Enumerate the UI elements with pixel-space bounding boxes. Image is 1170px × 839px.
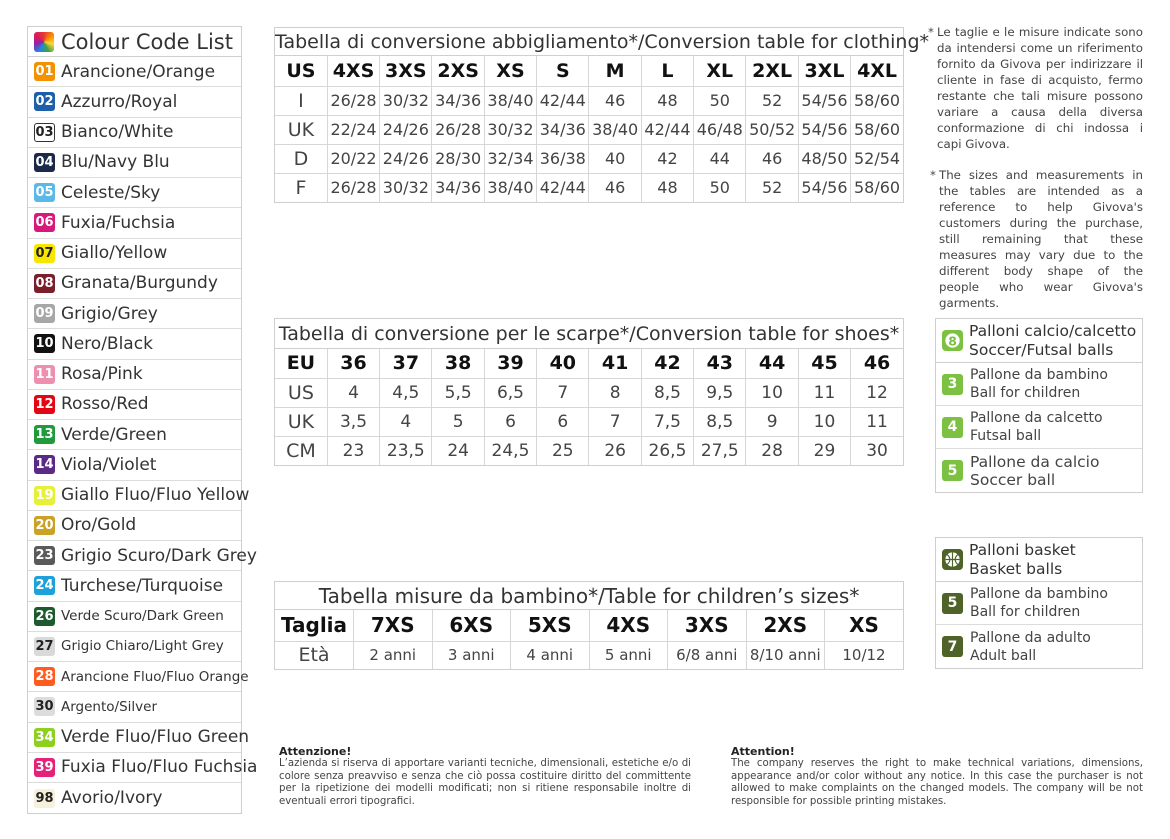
ball-name-en: Ball for children	[970, 604, 1081, 620]
colour-row	[28, 118, 241, 148]
basket-balls-title-en: Basket balls	[969, 559, 1063, 578]
colour-name: Nero/Black	[61, 333, 153, 354]
table-cell: 50	[694, 86, 746, 115]
table-cell: 52/54	[851, 144, 903, 173]
table-row	[275, 173, 903, 202]
shoes-conversion-table	[274, 318, 904, 466]
header-cell: 40	[537, 349, 589, 378]
note-italian-text: Le taglie e le misure indicate sono da intendersi come un riferimento fornito da Givova per indirizzare il cliente in fase di acquisto, fermo restante che tali misure possono variare a causa della diversa conformazione di chi indossa i capi Givova.	[937, 25, 1143, 151]
clothing-table-title: Tabella di conversione abbigliamento*/Conversion table for clothing*	[275, 28, 903, 56]
colour-code-badge: 28	[35, 669, 54, 685]
colour-name: Granata/Burgundy	[61, 273, 218, 294]
table-cell: 22/24	[327, 115, 379, 144]
clothing-table-grid	[275, 56, 903, 202]
header-cell: 36	[327, 349, 379, 378]
table-cell: 11	[851, 407, 903, 436]
colour-name: Fuxia/Fuchsia	[61, 212, 176, 233]
table-cell: 58/60	[854, 178, 901, 198]
header-cell: 42	[641, 349, 693, 378]
table-row	[275, 641, 903, 669]
table-cell: 36/38	[537, 144, 589, 173]
ball-size-badge: 5	[942, 460, 963, 481]
colour-code-badge: 34	[35, 729, 54, 745]
colour-wheel-icon	[34, 32, 54, 52]
ball-size-row	[936, 582, 1142, 625]
colour-row	[28, 57, 241, 87]
header-cell: US	[275, 56, 327, 86]
attention-body: L’azienda si riserva di apportare varianti tecniche, dimensionali, estetiche e/o di colore senza preavviso e senza che ciò possa costituire diritto del committente per la ripetizione dei modelli modificati; non si ritiene responsabile inoltre di eventuali errori tipografici.	[279, 758, 691, 807]
shoes-table-grid	[275, 349, 903, 465]
table-cell: 42	[641, 144, 693, 173]
table-cell: 30/32	[484, 115, 536, 144]
table-cell: UK	[275, 115, 327, 144]
table-cell: 4	[380, 407, 432, 436]
table-cell: CM	[275, 436, 327, 465]
header-cell: 3XS	[380, 56, 432, 86]
colour-row	[28, 541, 257, 571]
table-cell: 42/44	[537, 173, 589, 202]
colour-code-badge: 04	[35, 154, 54, 170]
header-cell: 39	[484, 349, 536, 378]
table-cell: 9	[746, 407, 798, 436]
table-cell: 34/36	[432, 86, 484, 115]
ball-size-badge: 3	[942, 374, 963, 395]
colour-name: Verde Scuro/Dark Green	[61, 608, 224, 625]
table-cell: 46/48	[694, 115, 746, 144]
table-cell: 4,5	[380, 378, 432, 407]
header-cell: Taglia	[275, 610, 354, 641]
colour-row	[28, 753, 258, 783]
table-cell: 46	[746, 144, 798, 173]
ball-size-row	[936, 449, 1142, 492]
table-cell: 30/32	[380, 86, 432, 115]
ball-name-en: Soccer ball	[970, 470, 1056, 489]
table-row	[275, 378, 903, 407]
table-cell: 48	[641, 86, 693, 115]
table-cell: 34/36	[432, 173, 484, 202]
ball-name-it: Pallone da bambino	[970, 586, 1108, 602]
table-cell: 5	[432, 407, 484, 436]
header-cell: 37	[380, 349, 432, 378]
ball-name-en: Adult ball	[970, 647, 1037, 664]
table-cell: 24	[432, 436, 484, 465]
header-cell: M	[589, 56, 641, 86]
header-cell: 43	[694, 349, 746, 378]
table-cell: 2 anni	[354, 641, 433, 669]
colour-code-badge: 03	[35, 124, 54, 140]
table-row	[275, 436, 903, 465]
attention-italian	[279, 745, 691, 808]
colour-code-badge: 11	[35, 366, 54, 382]
soccer-ball-icon	[942, 330, 963, 351]
colour-name: Grigio Chiaro/Light Grey	[61, 638, 224, 655]
header-cell: XS	[825, 610, 904, 641]
header-cell: 44	[746, 349, 798, 378]
children-table-grid	[275, 610, 903, 669]
table-cell: 24/26	[380, 115, 432, 144]
colour-row	[28, 723, 250, 753]
header-cell: 45	[798, 349, 850, 378]
table-cell: 27,5	[694, 436, 746, 465]
table-header-row	[275, 349, 903, 378]
table-cell: 6	[484, 407, 536, 436]
table-cell: 40	[589, 144, 641, 173]
colour-row	[28, 692, 241, 722]
colour-row	[28, 329, 241, 359]
table-cell: 23	[327, 436, 379, 465]
attention-title: Attenzione!	[279, 745, 352, 758]
table-cell: 7	[537, 378, 589, 407]
basket-balls-header	[936, 538, 1142, 582]
ball-name-it: Pallone da calcio	[970, 452, 1100, 471]
note-english-text: The sizes and measurements in the tables are intended as a reference to help Givova's customers during the purchase, still remaining that these measures may vary due to the different body shape of the people who wear Givova's garments.	[939, 168, 1143, 310]
header-cell: XS	[484, 56, 536, 86]
ball-name-it: Pallone da bambino	[970, 367, 1108, 383]
header-cell: 3XL	[798, 56, 850, 86]
table-row	[275, 407, 903, 436]
colour-name: Argento/Silver	[61, 698, 157, 715]
colour-code-badge: 23	[35, 548, 54, 564]
colour-row	[28, 208, 241, 238]
shoes-table-body	[275, 349, 903, 465]
table-row	[275, 86, 903, 115]
table-cell: 30/32	[380, 173, 432, 202]
ball-size-badge: 7	[942, 636, 963, 657]
attention-english	[731, 745, 1143, 808]
soccer-balls-box	[935, 318, 1143, 493]
children-table-body	[275, 610, 903, 669]
colour-name: Turchese/Turquoise	[61, 575, 224, 596]
colour-name: Oro/Gold	[61, 515, 137, 536]
ball-name-it: Pallone da adulto	[970, 629, 1091, 646]
colour-name: Giallo Fluo/Fluo Yellow	[61, 485, 250, 506]
header-cell: 7XS	[354, 610, 433, 641]
colour-name: Arancione Fluo/Fluo Orange	[61, 668, 249, 685]
header-cell: 2XL	[746, 56, 798, 86]
colour-name: Viola/Violet	[61, 454, 157, 475]
ball-name-en: Ball for children	[970, 385, 1081, 401]
table-cell: 26/28	[327, 86, 379, 115]
colour-row	[28, 602, 241, 632]
table-cell: 38/40	[484, 173, 536, 202]
colour-code-badge: 02	[35, 94, 54, 110]
table-cell: 50/52	[746, 115, 798, 144]
colour-name: Verde Fluo/Fluo Green	[61, 727, 250, 748]
colour-row	[28, 481, 250, 511]
colour-row	[28, 269, 241, 299]
colour-name: Fuxia Fluo/Fluo Fuchsia	[61, 757, 258, 778]
colour-code-badge: 24	[35, 578, 54, 594]
table-cell: 58/60	[851, 115, 903, 144]
table-row	[275, 144, 903, 173]
table-cell: 28/30	[432, 144, 484, 173]
table-cell: 26/28	[327, 173, 379, 202]
colour-code-badge: 08	[35, 275, 54, 291]
clothing-table-body	[275, 56, 903, 202]
table-cell: 52	[746, 173, 798, 202]
colour-code-badge: 20	[35, 517, 54, 533]
header-cell: 2XS	[432, 56, 484, 86]
table-cell: 23,5	[380, 436, 432, 465]
table-cell: 46	[589, 86, 641, 115]
ball-size-row	[936, 363, 1142, 406]
attention-body: The company reserves the right to make technical variations, dimensions, appearance and/or color without any notice. In this case the purchaser is not allowed to make complaints on the changed models. The company will be not responsible for possible printing mistakes.	[731, 758, 1143, 807]
basket-balls-title-it: Palloni basket	[969, 540, 1076, 559]
header-cell: 4XS	[589, 610, 668, 641]
table-cell: 38/40	[589, 115, 641, 144]
header-cell: 46	[851, 349, 903, 378]
colour-row	[28, 783, 241, 813]
colour-name: Rosso/Red	[61, 394, 149, 415]
ball-name-en: Futsal ball	[970, 428, 1042, 444]
ball-size-row	[936, 406, 1142, 449]
note-asterisk: *	[930, 168, 936, 182]
table-cell: 54/56	[798, 86, 850, 115]
soccer-balls-title-it: Palloni calcio/calcetto	[969, 321, 1137, 340]
table-cell: 7	[589, 407, 641, 436]
table-cell: 4	[327, 378, 379, 407]
header-cell: 6XS	[432, 610, 511, 641]
table-cell: 54/56	[798, 115, 850, 144]
table-row	[275, 115, 903, 144]
ball-size-badge: 4	[942, 417, 963, 438]
shoes-table-title: Tabella di conversione per le scarpe*/Conversion table for shoes*	[275, 319, 903, 349]
ball-size-badge: 5	[942, 593, 963, 614]
colour-name: Grigio/Grey	[61, 303, 158, 324]
table-cell: 3,5	[327, 407, 379, 436]
colour-row	[28, 87, 241, 117]
colour-code-badge: 10	[35, 336, 54, 352]
table-cell: 24,5	[484, 436, 536, 465]
colour-code-badge: 14	[35, 457, 54, 473]
children-table-title: Tabella misure da bambino*/Table for children’s sizes*	[275, 582, 903, 610]
table-cell: 26	[589, 436, 641, 465]
table-cell: 6	[537, 407, 589, 436]
table-cell: 11	[798, 378, 850, 407]
note-asterisk: *	[928, 25, 934, 39]
colour-code-badge: 98	[35, 790, 54, 806]
table-cell: I	[275, 86, 327, 115]
table-cell: 42/44	[641, 115, 693, 144]
table-cell: 26,5	[641, 436, 693, 465]
soccer-balls-title-en: Soccer/Futsal balls	[969, 340, 1114, 359]
table-cell: 30	[866, 440, 888, 461]
table-header-row	[275, 610, 903, 641]
header-cell: 4XS	[327, 56, 379, 86]
colour-name: Arancione/Orange	[61, 61, 216, 82]
colour-code-badge: 01	[35, 64, 54, 80]
header-cell: 3XS	[668, 610, 747, 641]
colour-row	[28, 450, 241, 480]
table-cell: F	[275, 173, 327, 202]
basketball-icon	[942, 549, 963, 570]
colour-row	[28, 420, 241, 450]
colour-code-badge: 13	[35, 427, 54, 443]
colour-code-badge: 06	[35, 215, 54, 231]
table-cell: 4 anni	[511, 641, 590, 669]
colour-row	[28, 299, 241, 329]
colour-name: Bianco/White	[61, 122, 174, 143]
header-cell: 5XS	[511, 610, 590, 641]
colour-row	[28, 148, 241, 178]
table-cell: 42/44	[537, 86, 589, 115]
table-cell: UK	[275, 407, 327, 436]
table-cell: 20/22	[327, 144, 379, 173]
table-cell: 25	[537, 436, 589, 465]
colour-code-badge: 39	[35, 759, 54, 775]
table-cell: D	[275, 144, 327, 173]
colour-list-title: Colour Code List	[61, 29, 233, 54]
table-cell: 46	[589, 173, 641, 202]
colour-row	[28, 178, 241, 208]
table-cell: 26/28	[432, 115, 484, 144]
table-cell: 10/12	[842, 646, 886, 665]
colour-code-badge: 12	[35, 396, 54, 412]
colour-code-badge: 26	[35, 608, 54, 624]
table-cell: 29	[798, 436, 850, 465]
attention-title: Attention!	[731, 745, 795, 758]
colour-code-list	[27, 26, 258, 814]
table-cell: 58/60	[851, 86, 903, 115]
table-cell: 12	[851, 378, 903, 407]
colour-name: Avorio/Ivory	[61, 788, 163, 809]
table-cell: 38/40	[484, 86, 536, 115]
header-cell: S	[537, 56, 589, 86]
table-cell: 3 anni	[432, 641, 511, 669]
children-sizes-table	[274, 581, 904, 670]
colour-list-rows	[28, 57, 258, 813]
table-cell: 52	[746, 86, 798, 115]
colour-row	[28, 571, 241, 601]
colour-name: Rosa/Pink	[61, 364, 143, 385]
colour-name: Blu/Navy Blu	[61, 152, 170, 173]
soccer-balls-header	[936, 319, 1142, 363]
table-cell: Età	[275, 641, 354, 669]
colour-name: Grigio Scuro/Dark Grey	[61, 545, 257, 566]
header-cell: L	[641, 56, 693, 86]
table-cell: 6/8 anni	[668, 641, 747, 669]
table-cell: 34/36	[537, 115, 589, 144]
sizes-note-english	[930, 167, 1143, 311]
header-cell: EU	[275, 349, 327, 378]
clothing-conversion-table	[274, 27, 930, 203]
table-cell: 32/34	[484, 144, 536, 173]
basket-balls-box	[935, 537, 1143, 669]
table-cell: 48/50	[798, 144, 850, 173]
table-cell: 8	[589, 378, 641, 407]
table-cell: 8/10 anni	[746, 641, 825, 669]
table-header-row	[275, 56, 903, 86]
header-cell: XL	[694, 56, 746, 86]
colour-code-badge: 05	[35, 185, 54, 201]
header-cell: 4XL	[851, 56, 903, 86]
colour-code-badge: 19	[35, 487, 54, 503]
colour-code-badge: 30	[35, 699, 54, 715]
table-cell: 24/26	[380, 144, 432, 173]
table-cell: 8,5	[694, 407, 746, 436]
table-cell: 9,5	[694, 378, 746, 407]
ball-name-it: Pallone da calcetto	[970, 410, 1103, 426]
table-cell: 7,5	[641, 407, 693, 436]
table-cell: 5 anni	[589, 641, 668, 669]
colour-name: Verde/Green	[61, 424, 167, 445]
colour-row	[28, 239, 241, 269]
header-cell: 41	[589, 349, 641, 378]
colour-row	[28, 511, 241, 541]
table-cell: 10	[746, 378, 798, 407]
table-cell: 28	[746, 436, 798, 465]
colour-row	[28, 632, 241, 662]
colour-code-badge: 27	[35, 638, 54, 654]
colour-name: Azzurro/Royal	[61, 91, 178, 112]
colour-code-badge: 09	[35, 306, 54, 322]
table-cell: 8,5	[641, 378, 693, 407]
header-cell: 2XS	[746, 610, 825, 641]
svg-text:8: 8	[948, 333, 957, 349]
table-cell: 54/56	[798, 173, 850, 202]
colour-name: Giallo/Yellow	[61, 243, 168, 264]
table-cell: US	[275, 378, 327, 407]
colour-name: Celeste/Sky	[61, 182, 161, 203]
colour-row	[28, 390, 241, 420]
table-cell: 50	[694, 173, 746, 202]
colour-row	[28, 360, 241, 390]
table-cell: 48	[641, 173, 693, 202]
table-cell: 10	[798, 407, 850, 436]
colour-row	[28, 662, 249, 692]
table-cell: 44	[694, 144, 746, 173]
sizes-note-italian	[928, 24, 1143, 152]
table-cell: 5,5	[432, 378, 484, 407]
header-cell: 38	[432, 349, 484, 378]
colour-list-header	[28, 27, 241, 57]
ball-size-row	[936, 625, 1142, 668]
colour-code-badge: 07	[35, 245, 54, 261]
table-cell: 6,5	[484, 378, 536, 407]
